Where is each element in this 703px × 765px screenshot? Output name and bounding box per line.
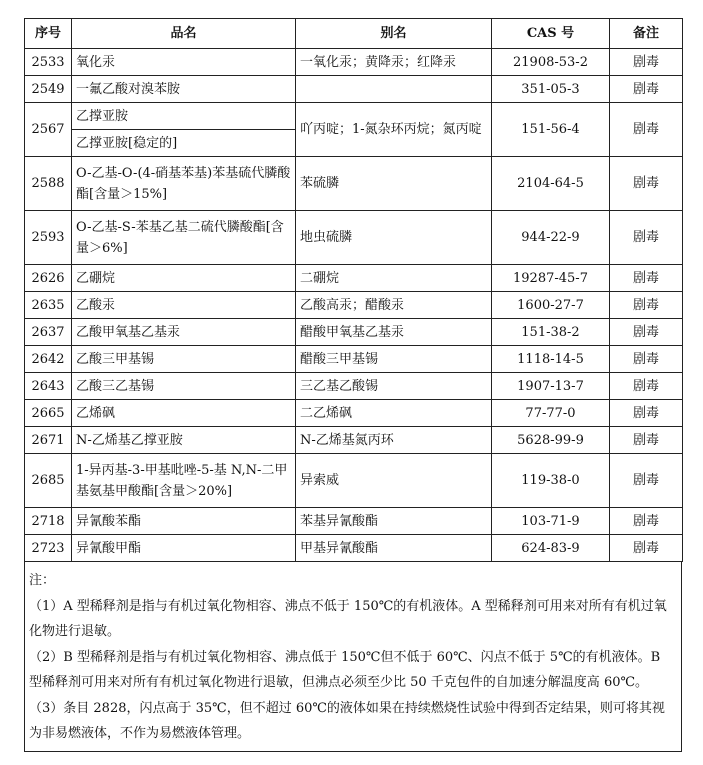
cell-alias: 异索威 [296, 454, 492, 508]
cell-name: 乙撑亚胺 [72, 103, 296, 130]
cell-remark: 剧毒 [610, 211, 683, 265]
cell-alias: 地虫硫膦 [296, 211, 492, 265]
cell-remark: 剧毒 [610, 535, 683, 562]
cell-name: 乙酸汞 [72, 292, 296, 319]
cell-remark: 剧毒 [610, 373, 683, 400]
table-row [25, 49, 683, 76]
header-name: 品名 [72, 19, 296, 49]
cell-remark: 剧毒 [610, 76, 683, 103]
table-row [25, 535, 683, 562]
header-alias: 别名 [296, 19, 492, 49]
chemical-table [24, 18, 683, 562]
cell-alias: 三乙基乙酸锡 [296, 373, 492, 400]
cell-name: 乙撑亚胺[稳定的] [72, 130, 296, 157]
cell-remark: 剧毒 [610, 265, 683, 292]
table-row [25, 103, 683, 130]
cell-alias: N-乙烯基氮丙环 [296, 427, 492, 454]
cell-seq: 2723 [25, 535, 72, 562]
cell-cas: 77-77-0 [492, 400, 610, 427]
table-row [25, 400, 683, 427]
header-seq: 序号 [25, 19, 72, 49]
cell-seq: 2685 [25, 454, 72, 508]
table-row [25, 319, 683, 346]
cell-alias [296, 76, 492, 103]
note-item-3: （3）条目 2828，闪点高于 35℃，但不超过 60℃的液体如果在持续燃烧性试验中得到否定结果，则可将其视为非易燃液体，不作为易燃液体管理。 [29, 700, 665, 741]
cell-name: 1-异丙基-3-甲基吡唑-5-基 N,N-二甲基氨基甲酸酯[含量＞20%] [72, 454, 296, 508]
cell-name: O-乙基-O-(4-硝基苯基)苯基硫代膦酸酯[含量＞15%] [72, 157, 296, 211]
cell-name: O-乙基-S-苯基乙基二硫代膦酸酯[含量＞6%] [72, 211, 296, 265]
table-row [25, 346, 683, 373]
cell-seq: 2626 [25, 265, 72, 292]
cell-name: 乙酸三乙基锡 [72, 373, 296, 400]
cell-cas: 119-38-0 [492, 454, 610, 508]
cell-cas: 2104-64-5 [492, 157, 610, 211]
cell-cas: 19287-45-7 [492, 265, 610, 292]
cell-alias: 苯基异氰酸酯 [296, 508, 492, 535]
cell-alias: 醋酸甲氧基乙基汞 [296, 319, 492, 346]
cell-cas: 1118-14-5 [492, 346, 610, 373]
cell-cas: 1600-27-7 [492, 292, 610, 319]
cell-seq: 2593 [25, 211, 72, 265]
cell-alias: 一氧化汞；黄降汞；红降汞 [296, 49, 492, 76]
cell-name: 氧化汞 [72, 49, 296, 76]
cell-seq: 2588 [25, 157, 72, 211]
cell-remark: 剧毒 [610, 319, 683, 346]
cell-alias: 甲基异氰酸酯 [296, 535, 492, 562]
cell-name: 一氟乙酸对溴苯胺 [72, 76, 296, 103]
table-row [25, 76, 683, 103]
cell-cas: 351-05-3 [492, 76, 610, 103]
cell-remark: 剧毒 [610, 454, 683, 508]
cell-name: 乙烯砜 [72, 400, 296, 427]
cell-name: 乙酸甲氧基乙基汞 [72, 319, 296, 346]
cell-remark: 剧毒 [610, 49, 683, 76]
cell-seq: 2533 [25, 49, 72, 76]
cell-name: 乙酸三甲基锡 [72, 346, 296, 373]
header-cas: CAS 号 [492, 19, 610, 49]
cell-name: 乙硼烷 [72, 265, 296, 292]
table-row [25, 454, 683, 508]
cell-remark: 剧毒 [610, 103, 683, 157]
document-page [24, 18, 682, 752]
cell-alias: 二硼烷 [296, 265, 492, 292]
note-item-1: （1）A 型稀释剂是指与有机过氧化物相容、沸点不低于 150℃的有机液体。A 型稀释剂可用来对所有有机过氧化物进行退敏。 [29, 598, 667, 639]
table-row [25, 265, 683, 292]
cell-cas: 103-71-9 [492, 508, 610, 535]
cell-seq: 2567 [25, 103, 72, 157]
cell-seq: 2718 [25, 508, 72, 535]
cell-alias: 二乙烯砜 [296, 400, 492, 427]
cell-cas: 21908-53-2 [492, 49, 610, 76]
table-header-row [25, 19, 683, 49]
table-row [25, 373, 683, 400]
cell-name: N-乙烯基乙撑亚胺 [72, 427, 296, 454]
cell-alias: 苯硫膦 [296, 157, 492, 211]
cell-alias: 吖丙啶；1-氮杂环丙烷；氮丙啶 [296, 103, 492, 157]
cell-name: 异氰酸苯酯 [72, 508, 296, 535]
cell-cas: 151-38-2 [492, 319, 610, 346]
cell-seq: 2635 [25, 292, 72, 319]
cell-remark: 剧毒 [610, 508, 683, 535]
cell-cas: 624-83-9 [492, 535, 610, 562]
notes-section [24, 562, 682, 752]
cell-remark: 剧毒 [610, 157, 683, 211]
cell-seq: 2671 [25, 427, 72, 454]
cell-cas: 151-56-4 [492, 103, 610, 157]
cell-cas: 5628-99-9 [492, 427, 610, 454]
notes-title: 注： [29, 573, 56, 588]
note-item-2: （2）B 型稀释剂是指与有机过氧化物相容、沸点低于 150℃但不低于 60℃、闪点不低于 5℃的有机液体。B 型稀释剂可用来对所有有机过氧化物进行退敏，但沸点必须至少比 50 千克包件的自加速分解温度高 60℃。 [29, 649, 661, 690]
cell-seq: 2637 [25, 319, 72, 346]
cell-remark: 剧毒 [610, 427, 683, 454]
cell-name: 异氰酸甲酯 [72, 535, 296, 562]
table-row [25, 292, 683, 319]
cell-remark: 剧毒 [610, 400, 683, 427]
cell-seq: 2643 [25, 373, 72, 400]
cell-cas: 944-22-9 [492, 211, 610, 265]
table-row [25, 508, 683, 535]
cell-remark: 剧毒 [610, 292, 683, 319]
cell-seq: 2549 [25, 76, 72, 103]
cell-alias: 醋酸三甲基锡 [296, 346, 492, 373]
cell-remark: 剧毒 [610, 346, 683, 373]
cell-alias: 乙酸高汞；醋酸汞 [296, 292, 492, 319]
cell-cas: 1907-13-7 [492, 373, 610, 400]
cell-seq: 2665 [25, 400, 72, 427]
header-remark: 备注 [610, 19, 683, 49]
cell-seq: 2642 [25, 346, 72, 373]
table-row [25, 157, 683, 211]
table-row [25, 427, 683, 454]
table-row [25, 211, 683, 265]
